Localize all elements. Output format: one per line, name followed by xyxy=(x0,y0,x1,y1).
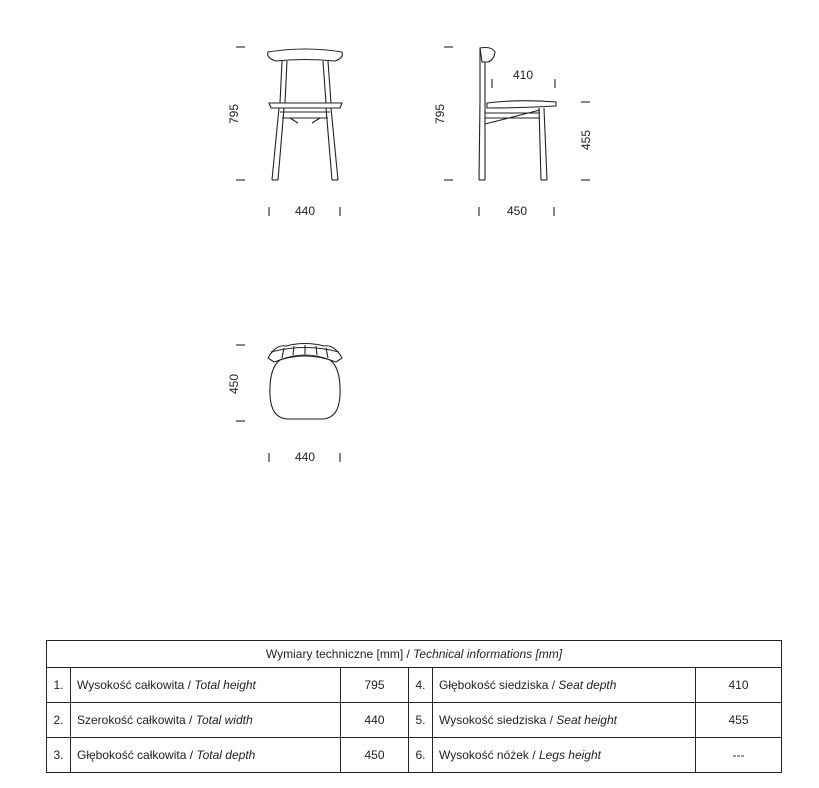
row-label xyxy=(433,738,696,773)
front-chair-outline xyxy=(268,49,343,180)
row-number: 4. xyxy=(409,668,433,703)
row-label-pl: Wysokość siedziska / xyxy=(439,713,557,727)
row-label-en: Total height xyxy=(194,678,256,692)
side-depth-label: 450 xyxy=(506,204,528,218)
row-label xyxy=(71,738,341,773)
row-label xyxy=(433,703,696,738)
front-width-label: 440 xyxy=(294,204,316,218)
row-number: 5. xyxy=(409,703,433,738)
row-label-en: Seat height xyxy=(556,713,617,727)
row-label-en: Total depth xyxy=(196,748,256,762)
row-value: 410 xyxy=(696,668,782,703)
row-number: 1. xyxy=(47,668,71,703)
row-number: 3. xyxy=(47,738,71,773)
table-row xyxy=(47,703,782,738)
row-label-pl: Głębokość całkowita / xyxy=(77,748,197,762)
top-chair-outline xyxy=(268,344,342,420)
table-title-pl: Wymiary techniczne [mm] / xyxy=(265,647,414,661)
technical-info-table xyxy=(46,640,782,773)
row-label xyxy=(433,668,696,703)
row-label-pl: Szerokość całkowita / xyxy=(77,713,196,727)
row-label xyxy=(71,668,341,703)
table-header-row xyxy=(47,641,782,668)
side-view xyxy=(433,47,593,218)
row-label-pl: Wysokość całkowita / xyxy=(77,678,195,692)
table-title-en: Technical informations [mm] xyxy=(413,647,563,661)
top-view xyxy=(227,344,342,465)
row-label-pl: Głębokość siedziska / xyxy=(439,678,559,692)
side-seat-height-label: 455 xyxy=(579,129,593,151)
front-view xyxy=(227,47,342,218)
row-value: 450 xyxy=(341,738,409,773)
table-title xyxy=(47,641,782,668)
table-row xyxy=(47,668,782,703)
side-height-label: 795 xyxy=(433,103,447,125)
row-number: 6. xyxy=(409,738,433,773)
row-label-en: Seat depth xyxy=(558,678,617,692)
front-height-label: 795 xyxy=(227,103,241,125)
row-value: 440 xyxy=(341,703,409,738)
row-label-en: Total width xyxy=(195,713,253,727)
table-row xyxy=(47,738,782,773)
row-label-en: Legs height xyxy=(538,748,601,762)
top-width-label: 440 xyxy=(294,450,316,464)
row-value: 795 xyxy=(341,668,409,703)
side-seat-depth-label: 410 xyxy=(512,68,534,82)
row-label xyxy=(71,703,341,738)
row-number: 2. xyxy=(47,703,71,738)
row-value: --- xyxy=(696,738,782,773)
top-depth-label: 450 xyxy=(227,373,241,395)
row-value: 455 xyxy=(696,703,782,738)
row-label-pl: Wysokość nóżek / xyxy=(439,748,539,762)
